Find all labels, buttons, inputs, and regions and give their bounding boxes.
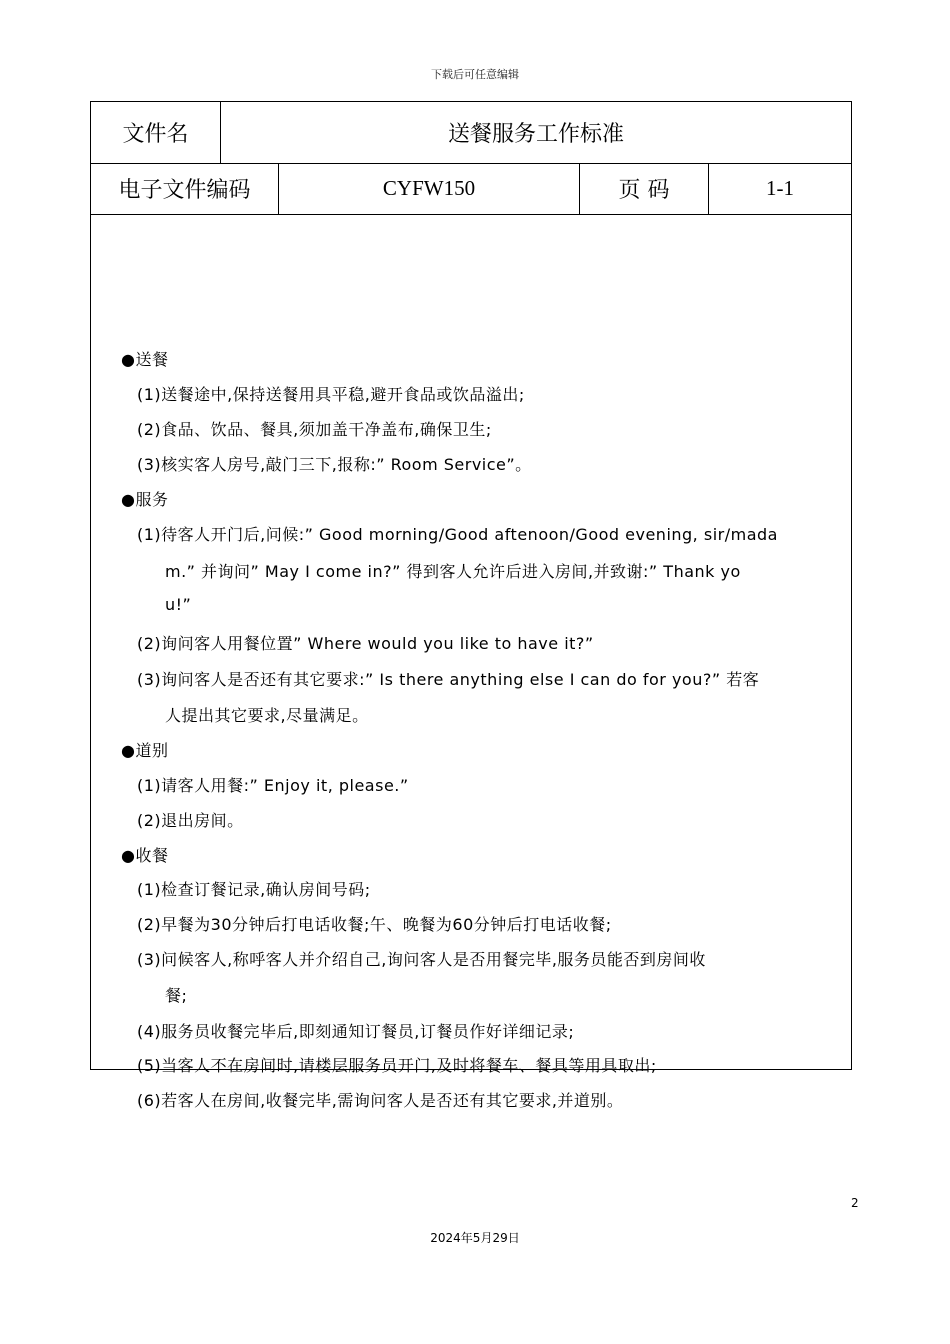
document-title: 送餐服务工作标准 — [447, 122, 624, 147]
list-item: (2)询问客人用餐位置” Where would you like to have it?” — [137, 634, 594, 653]
code-row — [91, 163, 851, 215]
section-heading: ●收餐 — [121, 846, 169, 865]
section-heading: ●送餐 — [121, 350, 169, 369]
list-item: (2)早餐为30分钟后打电话收餐;午、晚餐为60分钟后打电话收餐; — [137, 915, 612, 934]
list-item: (5)当客人不在房间时,请楼层服务员开门,及时将餐车、餐具等用具取出; — [137, 1056, 657, 1075]
title-row — [91, 102, 851, 164]
footer-date: 2024年5月29日 — [430, 1231, 520, 1245]
document-table — [90, 101, 852, 1110]
list-item: (2)退出房间。 — [137, 811, 244, 830]
list-item: (1)请客人用餐:” Enjoy it, please.” — [137, 776, 409, 795]
list-item: (3)问候客人,称呼客人并介绍自己,询问客人是否用餐完毕,服务员能否到房间收 — [137, 950, 706, 969]
list-item: (6)若客人在房间,收餐完毕,需询问客人是否还有其它要求,并道别。 — [137, 1091, 624, 1110]
section-heading: ●道别 — [121, 741, 169, 760]
page-value: 1-1 — [766, 176, 794, 200]
page-label: 页 码 — [580, 163, 709, 214]
list-item-continuation: u!” — [165, 595, 192, 614]
list-item-continuation: 餐; — [165, 986, 188, 1005]
header-note: 下载后可任意编辑 — [431, 68, 519, 81]
list-item-continuation: 人提出其它要求,尽量满足。 — [165, 706, 369, 725]
list-item: (1)送餐途中,保持送餐用具平稳,避开食品或饮品溢出; — [137, 385, 525, 404]
list-item: (3)核实客人房号,敲门三下,报称:” Room Service”。 — [137, 455, 532, 474]
page-number: 2 — [851, 1196, 859, 1210]
code-label: 电子文件编码 — [91, 163, 279, 214]
list-item: (3)询问客人是否还有其它要求:” Is there anything else I can do for you?” 若客 — [137, 670, 760, 689]
code-value: CYFW150 — [279, 163, 580, 214]
list-item-continuation: m.” 并询问” May I come in?” 得到客人允许后进入房间,并致谢:” Thank yo — [165, 562, 741, 581]
list-item: (1)待客人开门后,问候:” Good morning/Good aftenoon/Good evening, sir/mada — [137, 525, 778, 544]
list-item: (2)食品、饮品、餐具,须加盖干净盖布,确保卫生; — [137, 420, 492, 439]
list-item: (4)服务员收餐完毕后,即刻通知订餐员,订餐员作好详细记录; — [137, 1022, 575, 1041]
list-item: (1)检查订餐记录,确认房间号码; — [137, 880, 371, 899]
file-name-label: 文件名 — [91, 102, 221, 163]
section-heading: ●服务 — [121, 490, 169, 509]
